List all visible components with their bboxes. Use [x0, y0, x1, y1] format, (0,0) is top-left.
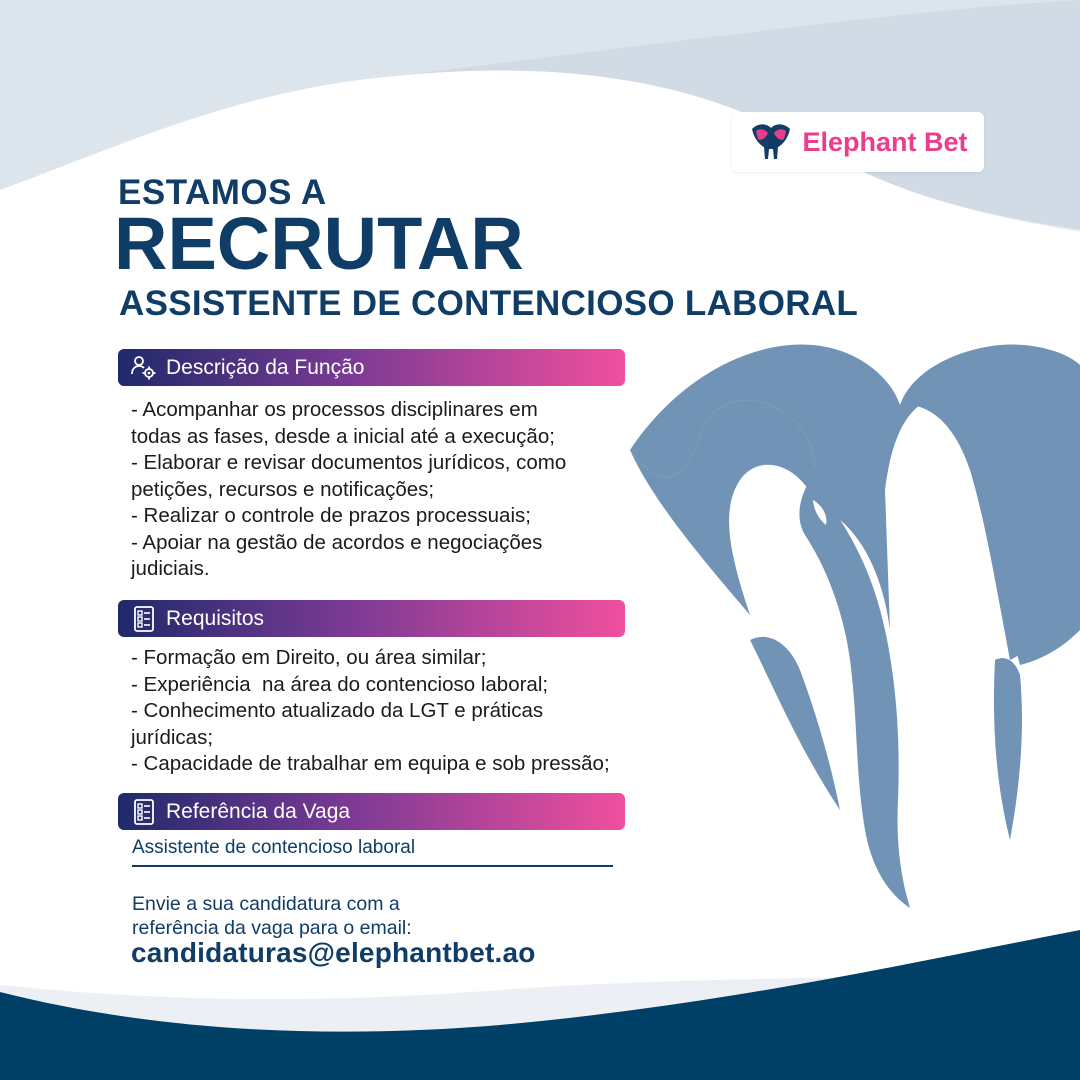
position-title: ASSISTENTE DE CONTENCIOSO LABORAL: [119, 284, 859, 323]
section-title-descricao: Descrição da Função: [166, 355, 365, 379]
document-checklist-icon: [128, 796, 160, 828]
elephant-bet-logo: [732, 112, 984, 172]
divider: [132, 865, 613, 867]
logo-text: Elephant Bet: [802, 126, 968, 157]
descricao-text: - Acompanhar os processos disciplinares em todas as fases, desde a inicial até a execução; - Elaborar e revisar documentos jurídicos, como petições, recursos e notificações; - Realizar o controle de prazos processuais; - Apoiar na gestão de acordos e negociações judiciais.: [131, 398, 567, 580]
application-email-link[interactable]: candidaturas@elephantbet.ao: [131, 937, 536, 968]
section-title-requisitos: Requisitos: [166, 606, 265, 630]
document-checklist-icon: [128, 603, 160, 635]
elephant-logo-icon: [748, 119, 794, 165]
section-header-referencia: [118, 793, 625, 830]
elephant-illustration: [600, 330, 1080, 910]
headline-recrutar: RECRUTAR: [114, 202, 524, 285]
section-header-requisitos: [118, 600, 625, 637]
requisitos-text: - Formação em Direito, ou área similar; - Experiência na área do contencioso laboral; - Conhecimento atualizado da LGT e práticas jurídicas; - Capacidade de trabalhar em equipa e sob pressão;: [131, 646, 610, 775]
section-header-descricao: [118, 349, 625, 386]
gears-people-icon: [128, 352, 160, 384]
vacancy-reference: Assistente de contencioso laboral: [132, 837, 416, 858]
headline-estamos-a: ESTAMOS A: [118, 173, 327, 212]
apply-instructions: Envie a sua candidatura com a referência da vaga para o email:: [132, 893, 412, 939]
section-title-referencia: Referência da Vaga: [166, 799, 351, 823]
